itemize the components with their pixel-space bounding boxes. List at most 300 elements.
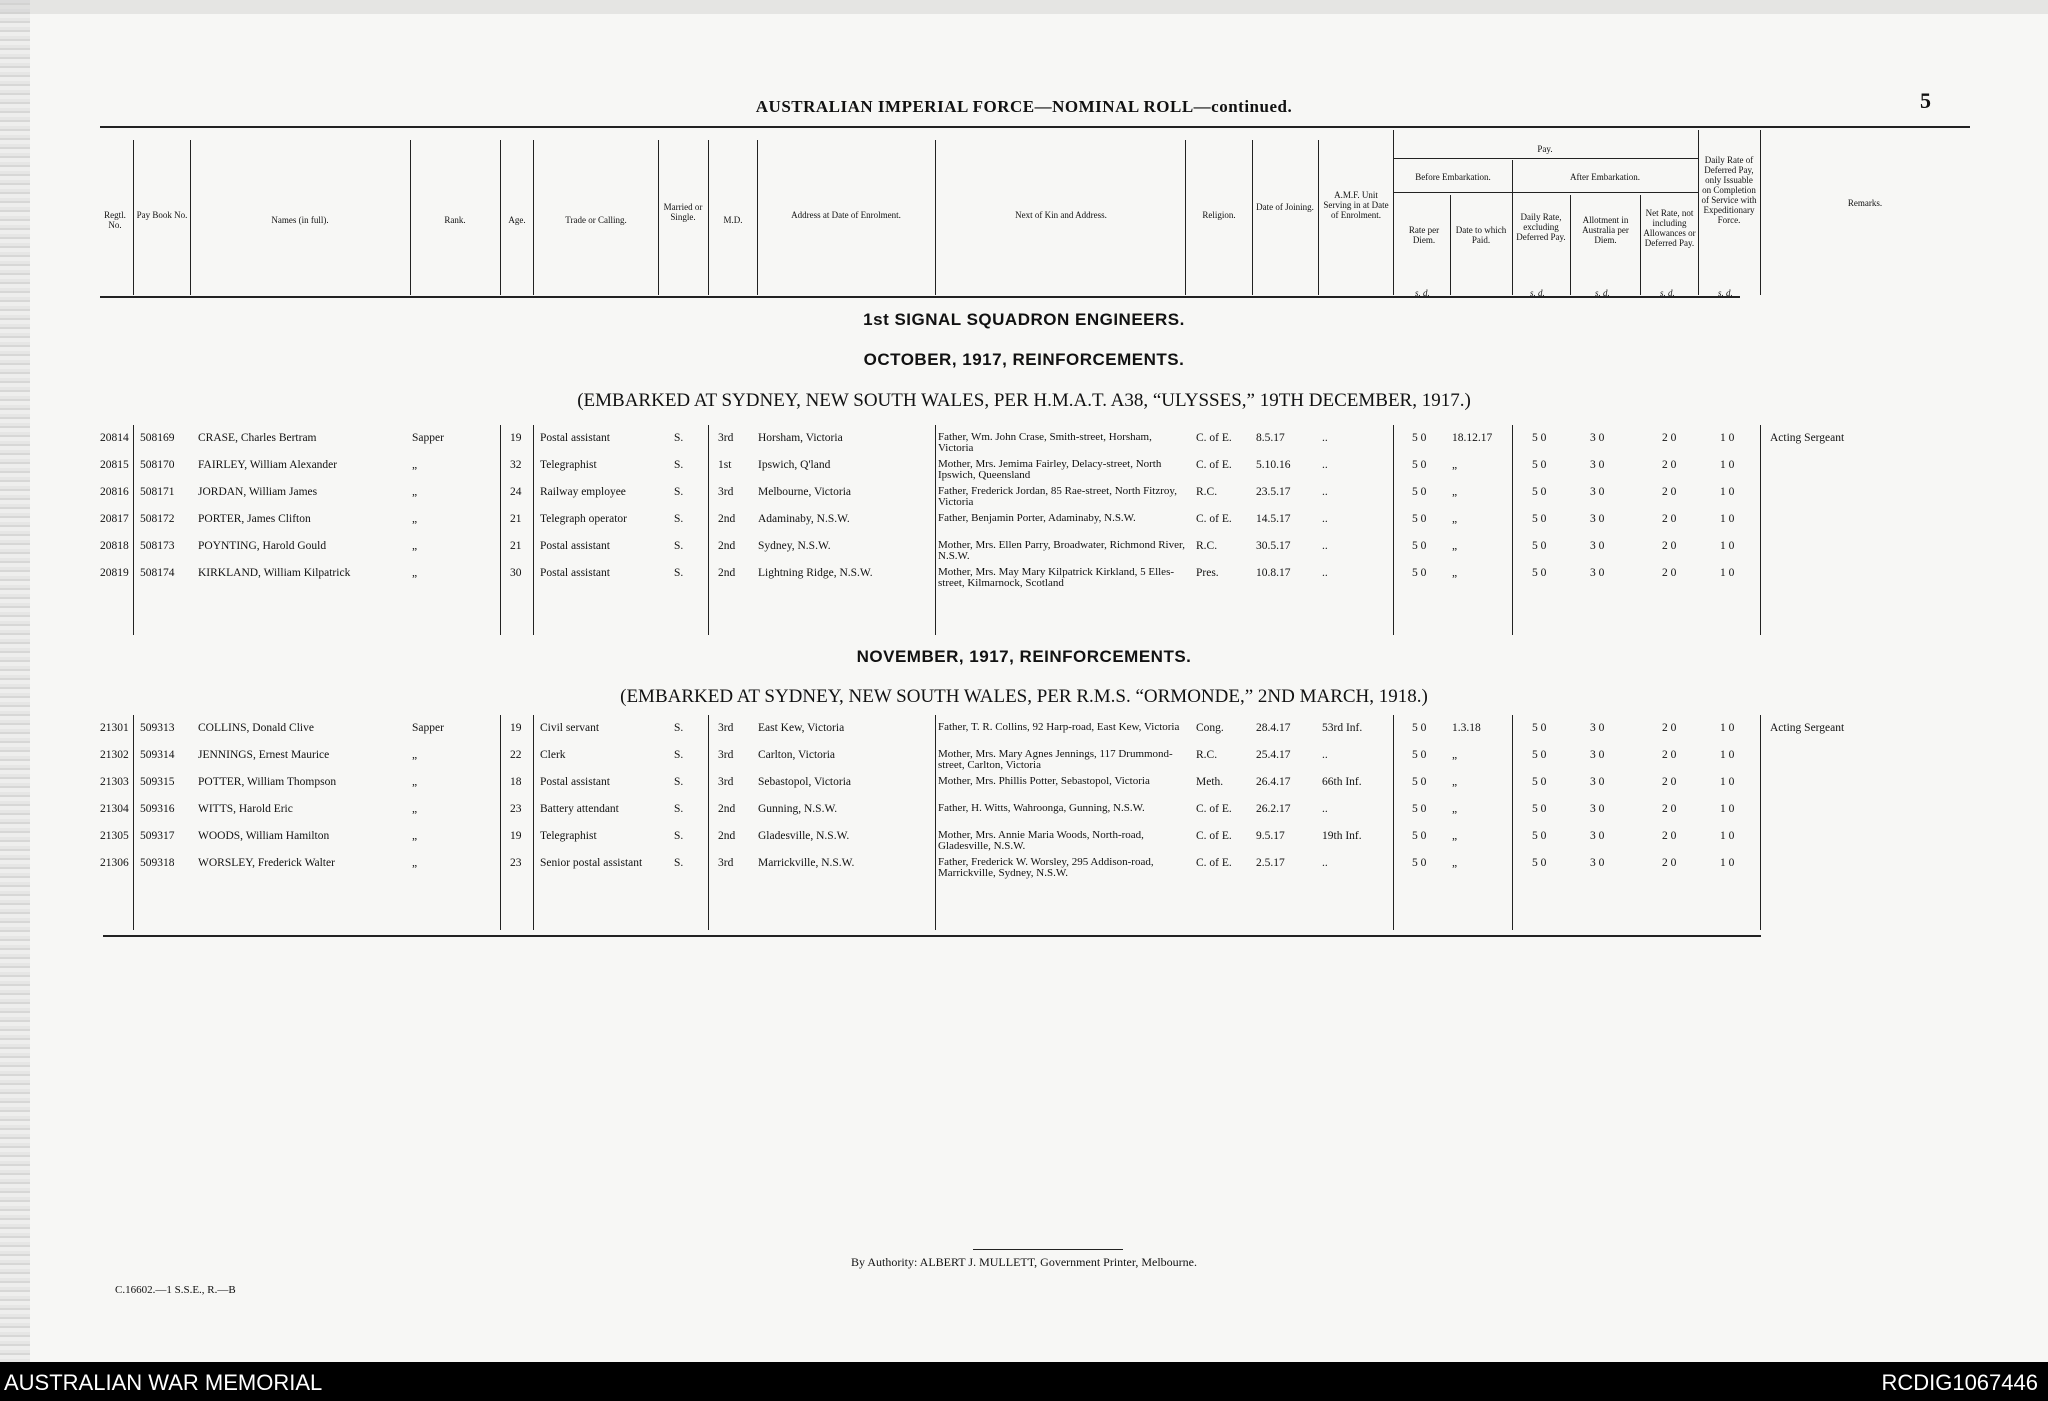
paid-to-cell: „ — [1452, 749, 1458, 761]
rate-cell: 5 0 — [1412, 513, 1427, 525]
married-cell: S. — [674, 803, 684, 815]
col-divider — [1760, 130, 1761, 295]
rank-cell: „ — [412, 776, 418, 788]
regtl-no-cell: 20814 — [100, 432, 129, 444]
name-cell: JORDAN, William James — [198, 486, 318, 498]
net-rate-cell: 2 0 — [1662, 432, 1677, 444]
col-date-to-which-paid: Date to which Paid. — [1455, 225, 1507, 245]
allotment-cell: 3 0 — [1590, 776, 1605, 788]
daily-rate-cell: 5 0 — [1532, 459, 1547, 471]
table-row — [0, 486, 2048, 514]
scan-top-edge — [0, 0, 2048, 14]
unit-marker: s. d. — [1595, 288, 1610, 298]
pay-book-no-cell: 508174 — [140, 567, 175, 579]
religion-cell: C. of E. — [1196, 830, 1232, 842]
amf-unit-cell: 66th Inf. — [1322, 776, 1362, 788]
pay-book-no-cell: 508173 — [140, 540, 175, 552]
allotment-cell: 3 0 — [1590, 567, 1605, 579]
print-code: C.16602.—1 S.S.E., R.—B — [115, 1284, 236, 1296]
married-cell: S. — [674, 432, 684, 444]
table-row — [0, 776, 2048, 804]
col-divider — [1512, 425, 1513, 635]
married-cell: S. — [674, 722, 684, 734]
deferred-cell: 1 0 — [1720, 857, 1735, 869]
col-divider — [1318, 140, 1319, 295]
next-of-kin-cell: Father, Wm. John Crase, Smith-street, Horsham, Victoria — [938, 431, 1152, 454]
date-joining-cell: 9.5.17 — [1256, 830, 1285, 842]
paid-to-cell: „ — [1452, 776, 1458, 788]
married-cell: S. — [674, 857, 684, 869]
pay-book-no-cell: 509315 — [140, 776, 175, 788]
amf-unit-cell: .. — [1322, 513, 1328, 525]
religion-cell: Meth. — [1196, 776, 1224, 788]
next-of-kin-cell: Father, Benjamin Porter, Adaminaby, N.S.W. — [938, 512, 1136, 524]
married-cell: S. — [674, 567, 684, 579]
archive-name: AUSTRALIAN WAR MEMORIAL — [4, 1370, 323, 1395]
col-md: M.D. — [723, 215, 743, 225]
trade-cell: Civil servant — [540, 722, 600, 734]
regtl-no-cell: 20816 — [100, 486, 129, 498]
daily-rate-cell: 5 0 — [1532, 830, 1547, 842]
regtl-no-cell: 21301 — [100, 722, 129, 734]
age-cell: 32 — [510, 459, 522, 471]
paid-to-cell: „ — [1452, 803, 1458, 815]
col-divider — [935, 715, 936, 930]
unit-title: 1st SIGNAL SQUADRON ENGINEERS. — [863, 310, 1185, 329]
md-cell: 3rd — [718, 432, 734, 444]
address-cell: Lightning Ridge, N.S.W. — [758, 567, 873, 579]
amf-unit-cell: .. — [1322, 540, 1328, 552]
next-of-kin-cell: Mother, Mrs. Ellen Parry, Broadwater, Richmond River, N.S.W. — [938, 539, 1185, 562]
col-regtl-no: Regtl. No. — [104, 210, 126, 230]
col-next-of-kin: Next of Kin and Address. — [1015, 210, 1107, 220]
date-joining-cell: 26.4.17 — [1256, 776, 1291, 788]
date-joining-cell: 30.5.17 — [1256, 540, 1291, 552]
married-cell: S. — [674, 486, 684, 498]
unit-marker: s. d. — [1660, 288, 1675, 298]
md-cell: 3rd — [718, 776, 734, 788]
rate-cell: 5 0 — [1412, 722, 1427, 734]
age-cell: 30 — [510, 567, 522, 579]
age-cell: 21 — [510, 513, 522, 525]
pay-book-no-cell: 508169 — [140, 432, 175, 444]
net-rate-cell: 2 0 — [1662, 830, 1677, 842]
md-cell: 2nd — [718, 540, 736, 552]
net-rate-cell: 2 0 — [1662, 722, 1677, 734]
regtl-no-cell: 20818 — [100, 540, 129, 552]
regtl-no-cell: 21304 — [100, 803, 129, 815]
net-rate-cell: 2 0 — [1662, 567, 1677, 579]
paid-to-cell: „ — [1452, 459, 1458, 471]
daily-rate-cell: 5 0 — [1532, 749, 1547, 761]
embark-subrule — [1393, 192, 1698, 193]
rank-cell: „ — [412, 749, 418, 761]
deferred-cell: 1 0 — [1720, 722, 1735, 734]
col-address: Address at Date of Enrolment. — [791, 210, 901, 220]
religion-cell: R.C. — [1196, 486, 1218, 498]
archive-id: RCDIG1067446 — [1881, 1370, 2038, 1395]
married-cell: S. — [674, 749, 684, 761]
name-cell: COLLINS, Donald Clive — [198, 722, 314, 734]
printer-authority: By Authority: ALBERT J. MULLETT, Government Printer, Melbourne. — [851, 1255, 1197, 1269]
next-of-kin-cell: Mother, Mrs. Mary Agnes Jennings, 117 Drummond-street, Carlton, Victoria — [938, 748, 1173, 771]
pay-book-no-cell: 509317 — [140, 830, 175, 842]
regtl-no-cell: 20817 — [100, 513, 129, 525]
col-names: Names (in full). — [271, 215, 329, 225]
col-divider — [533, 425, 534, 635]
date-joining-cell: 26.2.17 — [1256, 803, 1291, 815]
address-cell: Sydney, N.S.W. — [758, 540, 831, 552]
col-divider — [757, 140, 758, 295]
age-cell: 23 — [510, 803, 522, 815]
married-cell: S. — [674, 459, 684, 471]
daily-rate-cell: 5 0 — [1532, 803, 1547, 815]
col-divider — [935, 140, 936, 295]
amf-unit-cell: .. — [1322, 486, 1328, 498]
table-row — [0, 857, 2048, 885]
allotment-cell: 3 0 — [1590, 459, 1605, 471]
daily-rate-cell: 5 0 — [1532, 567, 1547, 579]
age-cell: 19 — [510, 830, 522, 842]
col-divider — [133, 140, 134, 295]
allotment-cell: 3 0 — [1590, 540, 1605, 552]
table-row — [0, 540, 2048, 568]
remarks-cell: Acting Sergeant — [1770, 432, 1845, 444]
rate-cell: 5 0 — [1412, 432, 1427, 444]
trade-cell: Postal assistant — [540, 540, 610, 552]
col-divider — [1393, 715, 1394, 930]
amf-unit-cell: .. — [1322, 857, 1328, 869]
col-divider — [935, 425, 936, 635]
trade-cell: Telegraphist — [540, 459, 597, 471]
age-cell: 22 — [510, 749, 522, 761]
col-trade: Trade or Calling. — [565, 215, 627, 225]
col-divider — [658, 140, 659, 295]
address-cell: Gladesville, N.S.W. — [758, 830, 850, 842]
scan-edge — [0, 0, 30, 1362]
rank-cell: „ — [412, 857, 418, 869]
rate-cell: 5 0 — [1412, 567, 1427, 579]
md-cell: 3rd — [718, 722, 734, 734]
rate-cell: 5 0 — [1412, 803, 1427, 815]
address-cell: Adaminaby, N.S.W. — [758, 513, 850, 525]
allotment-cell: 3 0 — [1590, 857, 1605, 869]
unit-marker: s. d. — [1530, 288, 1545, 298]
table-row — [0, 830, 2048, 858]
amf-unit-cell: 53rd Inf. — [1322, 722, 1363, 734]
page-title: AUSTRALIAN IMPERIAL FORCE—NOMINAL ROLL—continued. — [755, 97, 1293, 116]
col-pay-book-no: Pay Book No. — [136, 210, 188, 220]
col-pay: Pay. — [1537, 144, 1553, 154]
embarkation-note-october: (EMBARKED AT SYDNEY, NEW SOUTH WALES, PER H.M.A.T. A38, “ULYSSES,” 19TH DECEMBER, 1917.) — [577, 390, 1471, 411]
col-religion: Religion. — [1202, 210, 1236, 220]
col-divider — [1252, 140, 1253, 295]
table-row — [0, 722, 2048, 750]
col-daily-rate: Daily Rate, excluding Deferred Pay. — [1516, 212, 1566, 242]
allotment-cell: 3 0 — [1590, 722, 1605, 734]
rank-cell: „ — [412, 567, 418, 579]
col-divider — [1570, 195, 1571, 295]
trade-cell: Postal assistant — [540, 567, 610, 579]
allotment-cell: 3 0 — [1590, 486, 1605, 498]
col-divider — [1450, 195, 1451, 295]
col-age: Age. — [508, 215, 526, 225]
deferred-cell: 1 0 — [1720, 432, 1735, 444]
name-cell: POYNTING, Harold Gould — [198, 540, 327, 552]
net-rate-cell: 2 0 — [1662, 776, 1677, 788]
col-after-embarkation: After Embarkation. — [1570, 172, 1640, 182]
name-cell: KIRKLAND, William Kilpatrick — [198, 567, 351, 579]
name-cell: WOODS, William Hamilton — [198, 830, 330, 842]
religion-cell: Cong. — [1196, 722, 1224, 734]
deferred-cell: 1 0 — [1720, 513, 1735, 525]
unit-marker: s. d. — [1415, 288, 1430, 298]
col-divider — [500, 140, 501, 295]
name-cell: JENNINGS, Ernest Maurice — [198, 749, 330, 761]
deferred-cell: 1 0 — [1720, 830, 1735, 842]
regtl-no-cell: 21303 — [100, 776, 129, 788]
date-joining-cell: 25.4.17 — [1256, 749, 1291, 761]
trade-cell: Clerk — [540, 749, 566, 761]
religion-cell: R.C. — [1196, 749, 1218, 761]
col-remarks: Remarks. — [1847, 198, 1883, 208]
md-cell: 1st — [718, 459, 732, 471]
deferred-cell: 1 0 — [1720, 459, 1735, 471]
md-cell: 2nd — [718, 830, 736, 842]
rank-cell: Sapper — [412, 432, 444, 444]
net-rate-cell: 2 0 — [1662, 459, 1677, 471]
col-rate-per-diem: Rate per Diem. — [1408, 225, 1440, 245]
address-cell: Gunning, N.S.W. — [758, 803, 838, 815]
rate-cell: 5 0 — [1412, 540, 1427, 552]
authority-rule — [973, 1249, 1123, 1250]
col-divider — [708, 425, 709, 635]
amf-unit-cell: 19th Inf. — [1322, 830, 1362, 842]
rate-cell: 5 0 — [1412, 486, 1427, 498]
date-joining-cell: 14.5.17 — [1256, 513, 1291, 525]
age-cell: 21 — [510, 540, 522, 552]
embarkation-note-november: (EMBARKED AT SYDNEY, NEW SOUTH WALES, PER R.M.S. “ORMONDE,” 2ND MARCH, 1918.) — [620, 686, 1428, 707]
address-cell: Horsham, Victoria — [758, 432, 843, 444]
rate-cell: 5 0 — [1412, 857, 1427, 869]
next-of-kin-cell: Mother, Mrs. May Mary Kilpatrick Kirkland, 5 Elles-street, Kilmarnock, Scotland — [938, 566, 1175, 589]
name-cell: WORSLEY, Frederick Walter — [198, 857, 335, 869]
col-deferred: Daily Rate of Deferred Pay, only Issuable on Completion of Service with Expeditionary Force. — [1701, 155, 1757, 225]
net-rate-cell: 2 0 — [1662, 513, 1677, 525]
col-divider — [533, 140, 534, 295]
next-of-kin-cell: Father, T. R. Collins, 92 Harp-road, East Kew, Victoria — [938, 721, 1180, 733]
regtl-no-cell: 21306 — [100, 857, 129, 869]
daily-rate-cell: 5 0 — [1532, 776, 1547, 788]
net-rate-cell: 2 0 — [1662, 749, 1677, 761]
trade-cell: Senior postal assistant — [540, 857, 643, 869]
col-married: Married or Single. — [663, 202, 703, 222]
trade-cell: Battery attendant — [540, 803, 619, 815]
table-row — [0, 749, 2048, 777]
religion-cell: Pres. — [1196, 567, 1219, 579]
religion-cell: C. of E. — [1196, 803, 1232, 815]
paid-to-cell: „ — [1452, 540, 1458, 552]
age-cell: 23 — [510, 857, 522, 869]
age-cell: 24 — [510, 486, 522, 498]
pay-book-no-cell: 509318 — [140, 857, 175, 869]
date-joining-cell: 10.8.17 — [1256, 567, 1291, 579]
paid-to-cell: „ — [1452, 513, 1458, 525]
section-title-november: NOVEMBER, 1917, REINFORCEMENTS. — [856, 647, 1192, 666]
rate-cell: 5 0 — [1412, 830, 1427, 842]
col-divider — [133, 715, 134, 930]
net-rate-cell: 2 0 — [1662, 540, 1677, 552]
daily-rate-cell: 5 0 — [1532, 432, 1547, 444]
next-of-kin-cell: Mother, Mrs. Annie Maria Woods, North-road, Gladesville, N.S.W. — [938, 829, 1144, 852]
married-cell: S. — [674, 513, 684, 525]
col-divider — [708, 140, 709, 295]
date-joining-cell: 8.5.17 — [1256, 432, 1285, 444]
date-joining-cell: 28.4.17 — [1256, 722, 1291, 734]
col-divider — [1393, 425, 1394, 635]
amf-unit-cell: .. — [1322, 432, 1328, 444]
net-rate-cell: 2 0 — [1662, 857, 1677, 869]
pay-book-no-cell: 509316 — [140, 803, 175, 815]
name-cell: WITTS, Harold Eric — [198, 803, 293, 815]
next-of-kin-cell: Father, Frederick Jordan, 85 Rae-street, North Fitzroy, Victoria — [938, 485, 1177, 508]
header-top-rule — [100, 126, 1970, 128]
age-cell: 18 — [510, 776, 522, 788]
col-divider — [410, 140, 411, 295]
col-divider — [190, 140, 191, 295]
deferred-cell: 1 0 — [1720, 486, 1735, 498]
col-divider — [1512, 715, 1513, 930]
col-divider — [1640, 195, 1641, 295]
trade-cell: Telegraphist — [540, 830, 597, 842]
daily-rate-cell: 5 0 — [1532, 540, 1547, 552]
table-row — [0, 513, 2048, 541]
deferred-cell: 1 0 — [1720, 540, 1735, 552]
col-net-rate: Net Rate, not including Allowances or Deferred Pay. — [1643, 208, 1696, 248]
md-cell: 2nd — [718, 513, 736, 525]
paid-to-cell: „ — [1452, 567, 1458, 579]
md-cell: 2nd — [718, 567, 736, 579]
regtl-no-cell: 21305 — [100, 830, 129, 842]
regtl-no-cell: 20819 — [100, 567, 129, 579]
paid-to-cell: „ — [1452, 830, 1458, 842]
next-of-kin-cell: Father, H. Witts, Wahroonga, Gunning, N.S.W. — [938, 802, 1145, 814]
religion-cell: C. of E. — [1196, 459, 1232, 471]
next-of-kin-cell: Mother, Mrs. Jemima Fairley, Delacy-street, North Ipswich, Queensland — [938, 458, 1162, 481]
col-divider — [1185, 140, 1186, 295]
rank-cell: „ — [412, 830, 418, 842]
daily-rate-cell: 5 0 — [1532, 857, 1547, 869]
amf-unit-cell: .. — [1322, 459, 1328, 471]
remarks-cell: Acting Sergeant — [1770, 722, 1845, 734]
net-rate-cell: 2 0 — [1662, 803, 1677, 815]
married-cell: S. — [674, 776, 684, 788]
col-divider — [500, 425, 501, 635]
deferred-cell: 1 0 — [1720, 776, 1735, 788]
allotment-cell: 3 0 — [1590, 749, 1605, 761]
table-bottom-rule — [103, 935, 1761, 937]
unit-marker: s. d. — [1718, 288, 1733, 298]
age-cell: 19 — [510, 432, 522, 444]
pay-book-no-cell: 509313 — [140, 722, 175, 734]
rank-cell: „ — [412, 459, 418, 471]
deferred-cell: 1 0 — [1720, 567, 1735, 579]
pay-book-no-cell: 508171 — [140, 486, 175, 498]
rank-cell: „ — [412, 540, 418, 552]
deferred-cell: 1 0 — [1720, 749, 1735, 761]
pay-book-no-cell: 509314 — [140, 749, 175, 761]
religion-cell: R.C. — [1196, 540, 1218, 552]
table-row — [0, 432, 2048, 460]
section-title-october: OCTOBER, 1917, REINFORCEMENTS. — [863, 350, 1185, 369]
name-cell: FAIRLEY, William Alexander — [198, 459, 338, 471]
col-divider — [1512, 160, 1513, 295]
daily-rate-cell: 5 0 — [1532, 486, 1547, 498]
address-cell: East Kew, Victoria — [758, 722, 845, 734]
address-cell: Marrickville, N.S.W. — [758, 857, 855, 869]
col-divider — [1698, 130, 1699, 295]
pay-subrule — [1393, 158, 1698, 159]
rate-cell: 5 0 — [1412, 459, 1427, 471]
table-row — [0, 567, 2048, 595]
paid-to-cell: 18.12.17 — [1452, 432, 1493, 444]
rank-cell: „ — [412, 803, 418, 815]
address-cell: Carlton, Victoria — [758, 749, 836, 761]
col-date-joining: Date of Joining. — [1256, 202, 1314, 212]
regtl-no-cell: 21302 — [100, 749, 129, 761]
md-cell: 2nd — [718, 803, 736, 815]
deferred-cell: 1 0 — [1720, 803, 1735, 815]
rank-cell: Sapper — [412, 722, 444, 734]
religion-cell: C. of E. — [1196, 857, 1232, 869]
name-cell: CRASE, Charles Bertram — [198, 432, 317, 444]
date-joining-cell: 5.10.16 — [1256, 459, 1291, 471]
col-divider — [133, 425, 134, 635]
trade-cell: Railway employee — [540, 486, 626, 498]
next-of-kin-cell: Father, Frederick W. Worsley, 295 Addison-road, Marrickville, Sydney, N.S.W. — [938, 856, 1154, 879]
rate-cell: 5 0 — [1412, 749, 1427, 761]
name-cell: POTTER, William Thompson — [198, 776, 337, 788]
trade-cell: Postal assistant — [540, 776, 610, 788]
archive-footer — [0, 1362, 2048, 1401]
married-cell: S. — [674, 540, 684, 552]
net-rate-cell: 2 0 — [1662, 486, 1677, 498]
table-row — [0, 803, 2048, 831]
paid-to-cell: „ — [1452, 857, 1458, 869]
allotment-cell: 3 0 — [1590, 432, 1605, 444]
religion-cell: C. of E. — [1196, 513, 1232, 525]
rank-cell: „ — [412, 486, 418, 498]
table-row — [0, 459, 2048, 487]
daily-rate-cell: 5 0 — [1532, 722, 1547, 734]
next-of-kin-cell: Mother, Mrs. Phillis Potter, Sebastopol, Victoria — [938, 775, 1150, 787]
rate-cell: 5 0 — [1412, 776, 1427, 788]
trade-cell: Telegraph operator — [540, 513, 627, 525]
age-cell: 19 — [510, 722, 522, 734]
rank-cell: „ — [412, 513, 418, 525]
md-cell: 3rd — [718, 749, 734, 761]
col-allotment: Allotment in Australia per Diem. — [1582, 215, 1629, 245]
address-cell: Melbourne, Victoria — [758, 486, 851, 498]
col-divider — [533, 715, 534, 930]
regtl-no-cell: 20815 — [100, 459, 129, 471]
religion-cell: C. of E. — [1196, 432, 1232, 444]
allotment-cell: 3 0 — [1590, 513, 1605, 525]
col-rank: Rank. — [444, 215, 466, 225]
paid-to-cell: 1.3.18 — [1452, 722, 1481, 734]
col-divider — [1760, 425, 1761, 635]
col-amf-unit: A.M.F. Unit Serving in at Date of Enrolment. — [1323, 190, 1389, 220]
